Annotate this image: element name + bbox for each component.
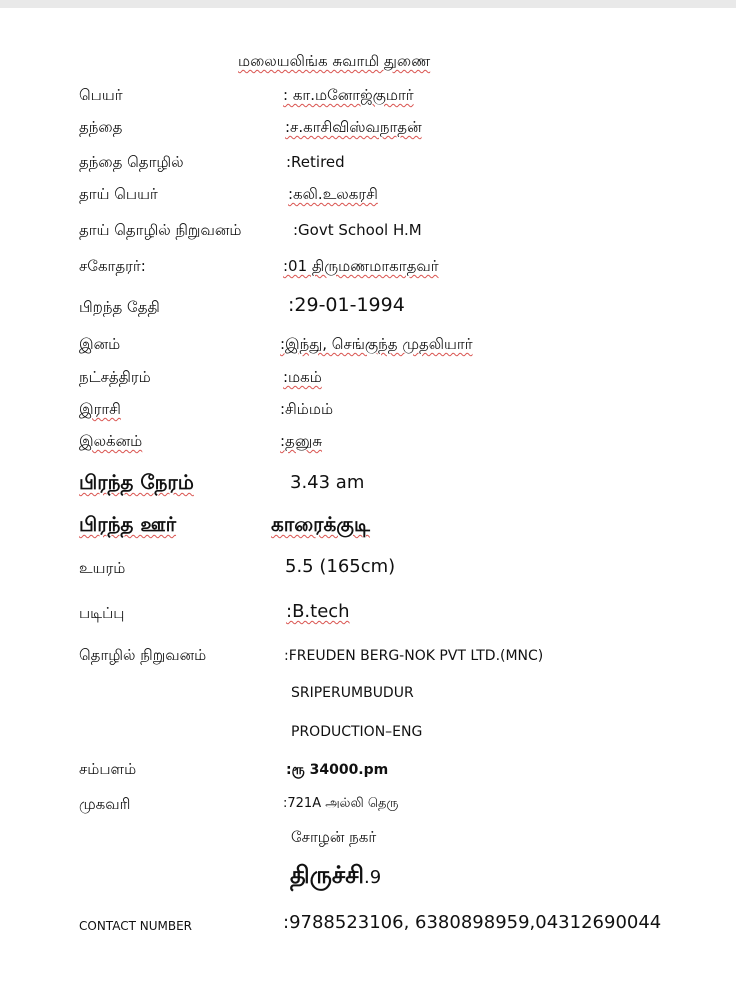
- label-employer: தொழில் நிறுவனம்: [79, 646, 207, 664]
- value-height: 5.5 (165cm): [285, 556, 396, 577]
- value-siblings: :01 திருமணமாகாதவர்: [283, 257, 439, 275]
- top-bar: [0, 0, 736, 8]
- value-community: :இந்து, செங்குந்த முதலியார்: [280, 335, 473, 353]
- address-city: திருச்சி: [290, 861, 364, 889]
- label-community: இனம்: [79, 335, 121, 353]
- value-rasi: :சிம்மம்: [280, 400, 334, 418]
- label-father-occupation: தந்தை தொழில்: [79, 153, 184, 171]
- label-birth-time: பிரந்த நேரம்: [79, 470, 194, 494]
- label-father: தந்தை: [79, 118, 123, 136]
- value-mother-name: :கலி.உலகரசி: [288, 185, 378, 203]
- label-address: முகவரி: [79, 795, 131, 813]
- value-birth-time: 3.43 am: [290, 472, 365, 493]
- employer-location: SRIPERUMBUDUR: [291, 685, 414, 701]
- label-education: படிப்பு: [79, 604, 125, 622]
- label-rasi: இராசி: [79, 400, 121, 418]
- address-city-line: [290, 863, 381, 887]
- value-name: : கா.மனோஜ்குமார்: [283, 86, 414, 104]
- label-siblings: சகோதரர்:: [79, 257, 146, 275]
- value-date-of-birth: :29-01-1994: [288, 294, 405, 316]
- value-birth-place: காரைக்குடி: [271, 512, 370, 536]
- label-star: நட்சத்திரம்: [79, 368, 151, 386]
- value-address: :721A அல்லி தெரு: [283, 796, 399, 811]
- label-lagnam: இலக்னம்: [79, 432, 143, 450]
- value-education: :B.tech: [286, 601, 350, 622]
- label-salary: சம்பளம்: [79, 760, 137, 778]
- value-father: :ச.காசிவிஸ்வநாதன்: [285, 118, 422, 136]
- label-mother-name: தாய் பெயர்: [79, 185, 158, 203]
- label-date-of-birth: பிறந்த தேதி: [79, 298, 160, 316]
- address-line-2: சோழன் நகர்: [291, 828, 377, 846]
- label-height: உயரம்: [79, 559, 126, 577]
- label-name: பெயர்: [79, 86, 123, 104]
- value-contact-number: :9788523106, 6380898959,04312690044: [283, 912, 662, 933]
- label-contact-number: CONTACT NUMBER: [79, 919, 192, 933]
- document-heading: மலையலிங்க சுவாமி துணை: [238, 52, 431, 70]
- value-employer: :FREUDEN BERG-NOK PVT LTD.(MNC): [284, 648, 544, 664]
- value-father-occupation: :Retired: [286, 153, 345, 171]
- value-star: :மகம்: [283, 368, 322, 386]
- label-birth-place: பிரந்த ஊர்: [79, 512, 177, 536]
- employer-department: PRODUCTION–ENG: [291, 724, 423, 740]
- value-lagnam: :தனுசு: [280, 432, 323, 450]
- address-city-suffix: .9: [364, 867, 382, 888]
- label-mother-occupation: தாய் தொழில் நிறுவனம்: [79, 221, 242, 239]
- value-salary: :ரூ 34000.pm: [286, 762, 389, 778]
- value-mother-occupation: :Govt School H.M: [293, 221, 422, 239]
